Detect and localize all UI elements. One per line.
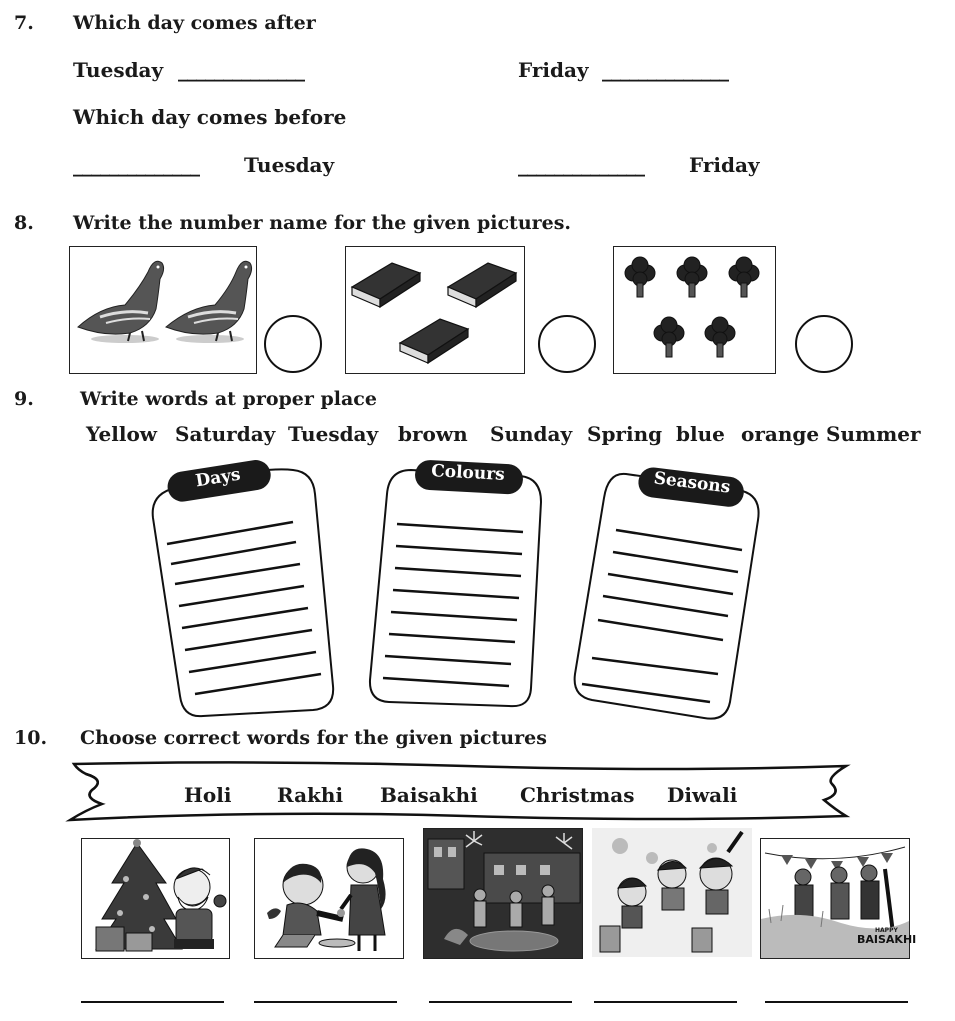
pigeons-picture — [69, 246, 257, 374]
days-card-label: Days — [194, 464, 242, 492]
rakhi-kids-icon — [255, 839, 403, 958]
q9-word: blue — [676, 422, 725, 446]
seasons-card[interactable] — [570, 462, 765, 724]
baisakhi-picture — [760, 838, 917, 959]
q7-after-right-day: Friday — [518, 58, 589, 82]
banner-word: Rakhi — [277, 783, 344, 807]
seasons-card-shape — [570, 462, 765, 724]
question-number-8: 8. — [14, 212, 34, 234]
question-number-7: 7. — [14, 12, 34, 34]
q9-word: brown — [398, 422, 468, 446]
pigeon-icon — [70, 247, 256, 373]
q9-word: orange — [741, 422, 820, 446]
colours-card[interactable] — [365, 458, 545, 710]
question-number-10: 10. — [14, 727, 48, 749]
q7-before-right-day: Friday — [689, 153, 760, 177]
answer-line[interactable] — [254, 1001, 397, 1003]
banner-word: Christmas — [520, 783, 635, 807]
q7-after-right-blank[interactable]: ______________ — [602, 58, 728, 82]
q8-prompt: Write the number name for the given pictures. — [73, 212, 572, 234]
days-card[interactable] — [145, 458, 340, 720]
q7-after-left-blank[interactable]: ______________ — [178, 58, 304, 82]
books-picture — [345, 246, 525, 374]
q9-word: Saturday — [175, 422, 276, 446]
books-answer-circle[interactable] — [538, 315, 596, 373]
broccoli-picture — [613, 246, 776, 374]
q7-before-right-blank[interactable]: ______________ — [518, 153, 644, 177]
rakhi-picture — [254, 838, 404, 959]
q9-word: Yellow — [86, 422, 158, 446]
q7-before-prompt: Which day comes before — [73, 105, 347, 129]
banner-word: Holi — [184, 783, 232, 807]
days-card-shape — [145, 458, 340, 720]
q9-word: Summer — [826, 422, 921, 446]
q9-word: Tuesday — [288, 422, 379, 446]
colours-card-shape — [365, 458, 545, 710]
q7-after-prompt: Which day comes after — [73, 12, 316, 34]
answer-line[interactable] — [765, 1001, 908, 1003]
seasons-card-label: Seasons — [652, 468, 732, 498]
q7-before-left-day: Tuesday — [244, 153, 335, 177]
colours-card-label: Colours — [430, 461, 506, 485]
diwali-picture — [423, 828, 583, 959]
diwali-scene-icon — [424, 829, 582, 958]
q9-prompt: Write words at proper place — [80, 388, 377, 410]
holi-picture — [592, 828, 752, 957]
answer-line[interactable] — [429, 1001, 572, 1003]
answer-line[interactable] — [594, 1001, 737, 1003]
question-number-9: 9. — [14, 388, 34, 410]
pigeons-answer-circle[interactable] — [264, 315, 322, 373]
banner-word: Diwali — [667, 783, 738, 807]
q10-prompt: Choose correct words for the given pictures — [80, 727, 547, 749]
christmas-tree-icon — [82, 839, 229, 958]
baisakhi-caption-top: HAPPY — [875, 927, 898, 934]
q9-word: Spring — [587, 422, 663, 446]
book-icon — [346, 247, 524, 373]
q9-word: Sunday — [490, 422, 573, 446]
banner-word: Baisakhi — [380, 783, 478, 807]
broccoli-answer-circle[interactable] — [795, 315, 853, 373]
q7-before-left-blank[interactable]: ______________ — [73, 153, 199, 177]
q7-after-left-day: Tuesday — [73, 58, 164, 82]
broccoli-icon — [614, 247, 775, 373]
christmas-picture — [81, 838, 230, 959]
holi-kids-icon — [592, 828, 752, 957]
baisakhi-caption: BAISAKHI — [857, 933, 917, 946]
answer-line[interactable] — [81, 1001, 224, 1003]
